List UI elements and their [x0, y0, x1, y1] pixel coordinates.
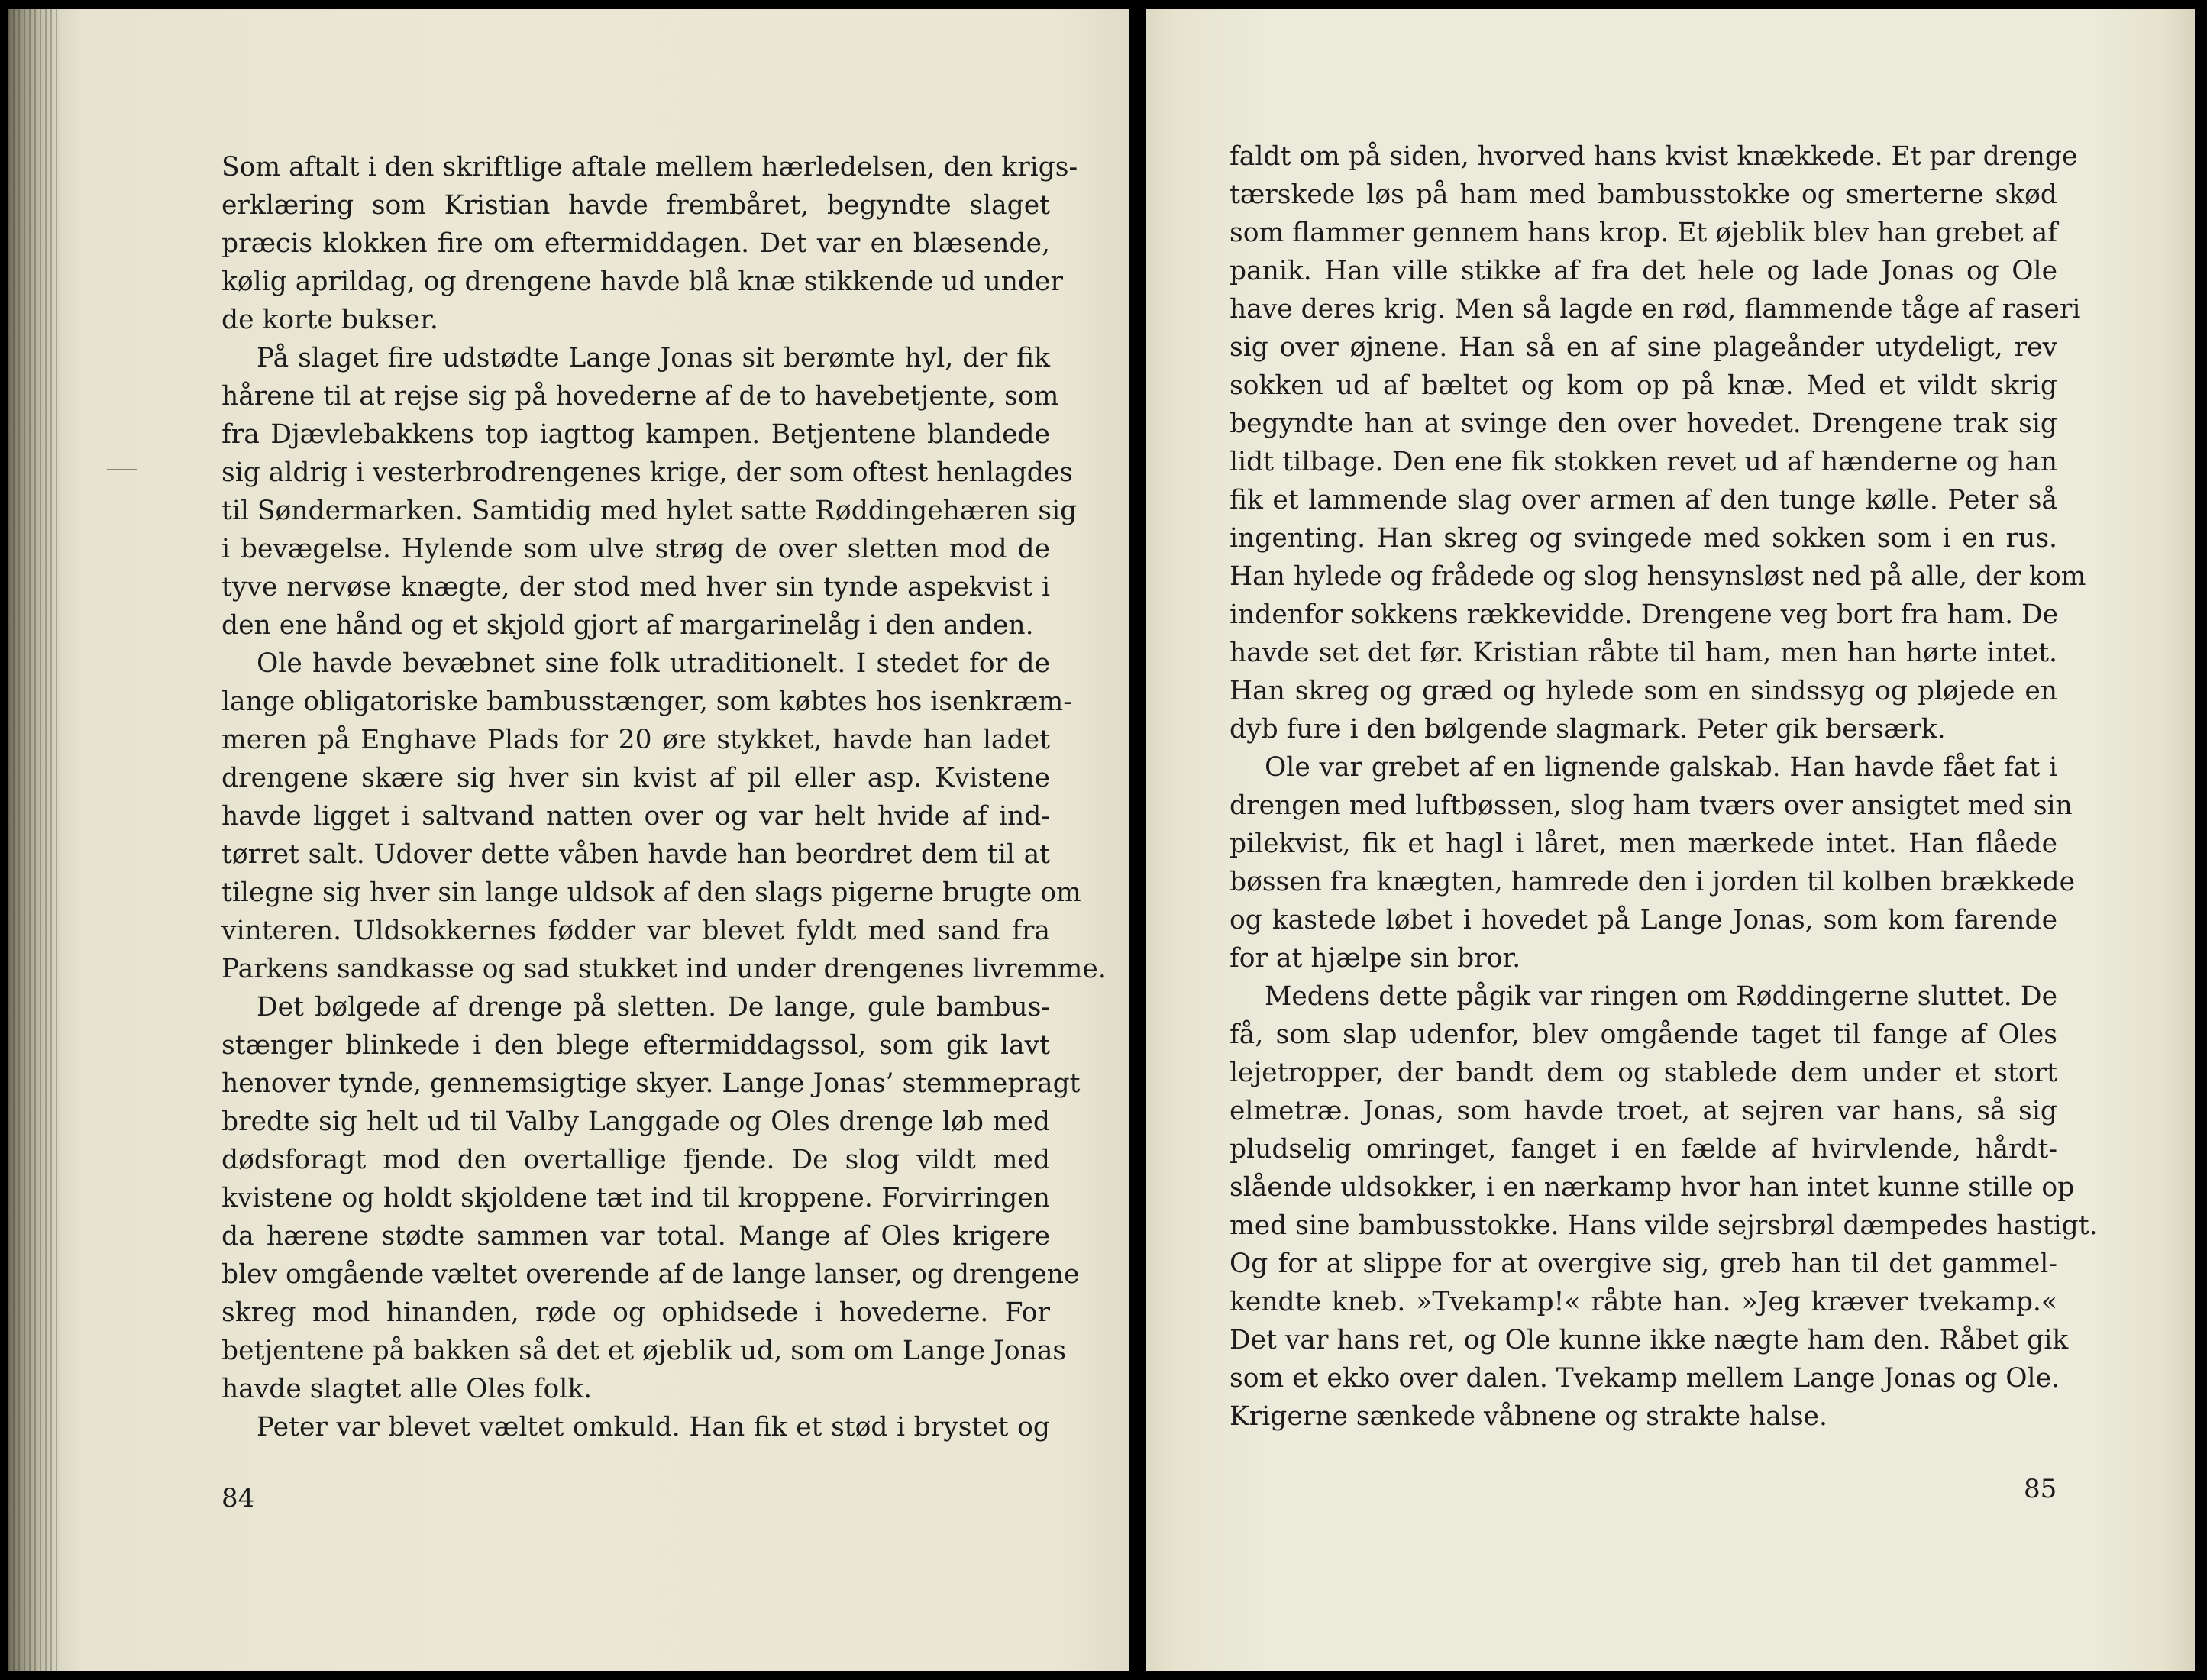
text-line: Peter var blevet væltet omkuld. Han fik et stød i brystet og	[257, 1412, 1050, 1443]
text-line: da hærene stødte sammen var total. Mange af Oles krigere	[221, 1221, 1050, 1252]
text-line: tyve nervøse knægte, der stod med hver sin tynde aspekvist i	[221, 572, 1050, 603]
left-page	[8, 9, 1129, 1671]
text-line: skreg mod hinanden, røde og ophidsede i hovederne. For	[221, 1297, 1050, 1328]
page-edge-shadow	[8, 9, 61, 1671]
text-line: havde set det før. Kristian råbte til ham, men han hørte intet.	[1230, 638, 2057, 668]
text-line: til Søndermarken. Samtidig med hylet satte Røddingehæren sig	[221, 496, 1078, 526]
text-line: lidt tilbage. Den ene fik stokken revet ud af hænderne og han	[1230, 447, 2057, 477]
text-line: Medens dette pågik var ringen om Røddingerne sluttet. De	[1265, 981, 2057, 1012]
text-line: lange obligatoriske bambusstænger, som købtes hos isenkræm-	[221, 687, 1072, 717]
text-line: for at hjælpe sin bror.	[1230, 943, 1521, 974]
text-line: drengen med luftbøssen, slog ham tværs over ansigtet med sin	[1230, 790, 2073, 821]
text-line: bredte sig helt ud til Valby Langgade og Oles drenge løb med	[221, 1107, 1050, 1137]
text-line: tilegne sig hver sin lange uldsok af den slags pigerne brugte om	[221, 877, 1081, 908]
text-line: Ole havde bevæbnet sine folk utraditionelt. I stedet for de	[257, 648, 1050, 679]
page-number-left: 84	[221, 1483, 255, 1514]
text-line: indenfor sokkens rækkevidde. Drengene veg bort fra ham. De	[1230, 599, 2059, 630]
text-line: begyndte han at svinge den over hovedet. Drengene trak sig	[1230, 409, 2057, 439]
text-line: i bevægelse. Hylende som ulve strøg de over sletten mod de	[221, 534, 1050, 564]
text-line: havde slagtet alle Oles folk.	[221, 1374, 593, 1404]
text-line: panik. Han ville stikke af fra det hele og lade Jonas og Ole	[1230, 256, 2057, 286]
right-page	[1146, 9, 2195, 1671]
text-line: ingenting. Han skreg og svingede med sokken som i en rus.	[1230, 523, 2057, 554]
text-line: dyb fure i den bølgende slagmark. Peter gik bersærk.	[1230, 714, 1946, 745]
text-line: drengene skære sig hver sin kvist af pil eller asp. Kvistene	[221, 763, 1050, 793]
text-line: bøssen fra knægten, hamrede den i jorden til kolben brækkede	[1230, 867, 2075, 897]
text-line: vinteren. Uldsokkernes fødder var blevet fyldt med sand fra	[221, 916, 1050, 946]
text-line: meren på Enghave Plads for 20 øre stykket, havde han ladet	[221, 725, 1050, 755]
left-page-body	[221, 148, 1107, 1446]
page-number-right: 85	[2024, 1474, 2057, 1504]
text-line: elmetræ. Jonas, som havde troet, at sejren var hans, så sig	[1230, 1096, 2057, 1126]
text-line: faldt om på siden, hvorved hans kvist knækkede. Et par drenge	[1230, 141, 2078, 172]
text-line: sig aldrig i vesterbrodrengenes krige, der som oftest henlagdes	[221, 457, 1073, 488]
text-line: og kastede løbet i hovedet på Lange Jonas, som kom farende	[1230, 905, 2057, 935]
text-line: Det bølgede af drenge på sletten. De lange, gule bambus-	[257, 992, 1050, 1023]
text-line: Parkens sandkasse og sad stukket ind under drengenes livremme.	[221, 954, 1107, 984]
text-line: dødsforagt mod den overtallige fjende. De slog vildt med	[221, 1145, 1050, 1175]
text-line: Ole var grebet af en lignende galskab. Han havde fået fat i	[1265, 752, 2057, 783]
text-line: henover tynde, gennemsigtige skyer. Lange Jonas’ stemmepragt	[221, 1068, 1081, 1099]
text-line: med sine bambusstokke. Hans vilde sejrsbrøl dæmpedes hastigt.	[1230, 1210, 2098, 1241]
text-line: betjentene på bakken så det et øjeblik ud, som om Lange Jonas	[221, 1336, 1067, 1366]
text-line: kvistene og holdt skjoldene tæt ind til kroppene. Forvirringen	[221, 1183, 1050, 1213]
text-line: kendte kneb. »Tvekamp!« råbte han. »Jeg kræver tvekamp.«	[1230, 1287, 2057, 1317]
text-line: have deres krig. Men så lagde en rød, flammende tåge af raseri	[1230, 294, 2081, 325]
text-line: havde ligget i saltvand natten over og var helt hvide af ind-	[221, 801, 1050, 832]
text-line: få, som slap udenfor, blev omgående taget til fange af Oles	[1230, 1019, 2057, 1050]
text-line: slående uldsokker, i en nærkamp hvor han intet kunne stille op	[1230, 1172, 2075, 1203]
right-page-body	[1230, 137, 2098, 1436]
text-line: den ene hånd og et skjold gjort af margarinelåg i den anden.	[221, 610, 1034, 641]
text-line: stænger blinkede i den blege eftermiddagssol, som gik lavt	[221, 1030, 1050, 1061]
text-line: som flammer gennem hans krop. Et øjeblik blev han grebet af	[1230, 218, 2057, 248]
text-line: erklæring som Kristian havde frembåret, begyndte slaget	[221, 190, 1050, 221]
text-line: lejetropper, der bandt dem og stablede dem under et stort	[1230, 1058, 2057, 1088]
text-line: tørret salt. Udover dette våben havde han beordret dem til at	[221, 839, 1050, 870]
text-line: sokken ud af bæltet og kom op på knæ. Med et vildt skrig	[1230, 370, 2057, 401]
text-line: blev omgående væltet overende af de lange lanser, og drengene	[221, 1259, 1080, 1290]
text-line: sig over øjnene. Han så en af sine plageånder utydeligt, rev	[1230, 332, 2057, 363]
text-line: de korte bukser.	[221, 305, 438, 335]
text-line: Han skreg og græd og hylede som en sindssyg og pløjede en	[1230, 676, 2057, 706]
text-line: Det var hans ret, og Ole kunne ikke nægte ham den. Råbet gik	[1230, 1325, 2069, 1355]
text-line: Som aftalt i den skriftlige aftale mellem hærledelsen, den krigs-	[221, 152, 1078, 183]
text-line: pilekvist, fik et hagl i låret, men mærkede intet. Han flåede	[1230, 829, 2057, 859]
text-line: fik et lammende slag over armen af den tunge kølle. Peter så	[1230, 485, 2057, 515]
text-line: som et ekko over dalen. Tvekamp mellem Lange Jonas og Ole.	[1230, 1363, 2060, 1394]
text-line: fra Djævlebakkens top iagttog kampen. Betjentene blandede	[221, 419, 1050, 450]
text-line: tærskede løs på ham med bambusstokke og smerterne skød	[1230, 179, 2057, 210]
text-line: Han hylede og frådede og slog hensynsløst ned på alle, der kom	[1230, 561, 2086, 592]
text-line: pludselig omringet, fanget i en fælde af hvirvlende, hårdt-	[1230, 1134, 2057, 1165]
text-line: præcis klokken fire om eftermiddagen. Det var en blæsende,	[221, 228, 1050, 259]
text-line: På slaget fire udstødte Lange Jonas sit berømte hyl, der fik	[257, 343, 1050, 373]
text-line: kølig aprildag, og drengene havde blå knæ stikkende ud under	[221, 267, 1063, 297]
text-line: Krigerne sænkede våbnene og strakte halse.	[1230, 1401, 1827, 1432]
text-line: hårene til at rejse sig på hovederne af de to havebetjente, som	[221, 381, 1059, 412]
text-line: Og for at slippe for at overgive sig, greb han til det gammel-	[1230, 1249, 2057, 1279]
margin-mark	[107, 469, 137, 470]
